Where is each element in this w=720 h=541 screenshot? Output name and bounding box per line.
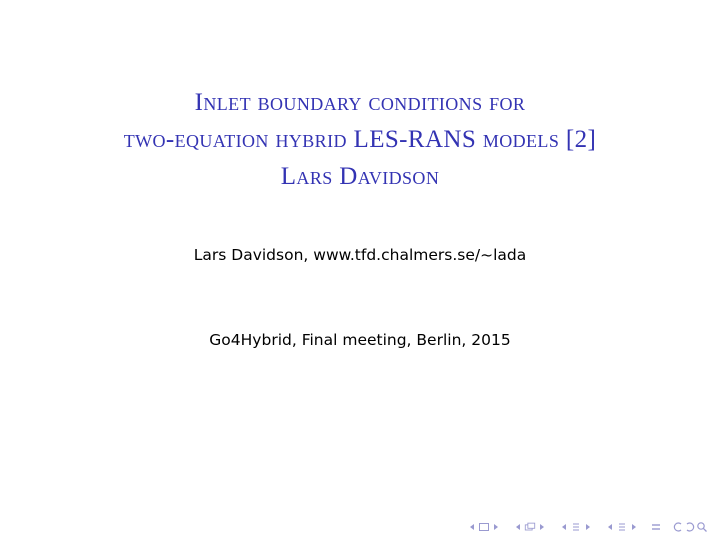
frame-icon — [478, 520, 490, 534]
nav-prev-document-icon[interactable] — [604, 520, 616, 534]
document-icon — [616, 520, 628, 534]
title-line-2: two-equation hybrid LES-RANS models [2] — [123, 126, 597, 153]
section-icon — [570, 520, 582, 534]
author-line: Lars Davidson, www.tfd.chalmers.se/~lada — [193, 246, 527, 264]
nav-next-document-icon[interactable] — [628, 520, 640, 534]
nav-prev-section-icon[interactable] — [558, 520, 570, 534]
nav-search-icon[interactable] — [696, 520, 708, 534]
title-line-3: Lars Davidson — [280, 163, 440, 190]
document-nav-group — [604, 520, 640, 534]
section-nav-group — [558, 520, 594, 534]
title-line-1: Inlet boundary conditions for — [194, 89, 526, 116]
nav-align-icon[interactable] — [650, 520, 662, 534]
nav-next-subsection-icon[interactable] — [536, 520, 548, 534]
nav-next-section-icon[interactable] — [582, 520, 594, 534]
event-line: Go4Hybrid, Final meeting, Berlin, 2015 — [209, 331, 511, 349]
nav-forward-icon[interactable] — [684, 520, 696, 534]
slide-title — [0, 84, 720, 195]
nav-prev-subsection-icon[interactable] — [512, 520, 524, 534]
align-nav-group — [650, 520, 662, 534]
beamer-navigation-bar — [456, 520, 708, 534]
subsection-icon — [524, 520, 536, 534]
nav-back-icon[interactable] — [672, 520, 684, 534]
nav-next-frame-icon[interactable] — [490, 520, 502, 534]
frame-nav-group — [466, 520, 502, 534]
search-nav-group — [672, 520, 708, 534]
nav-prev-frame-icon[interactable] — [466, 520, 478, 534]
subsection-nav-group — [512, 520, 548, 534]
